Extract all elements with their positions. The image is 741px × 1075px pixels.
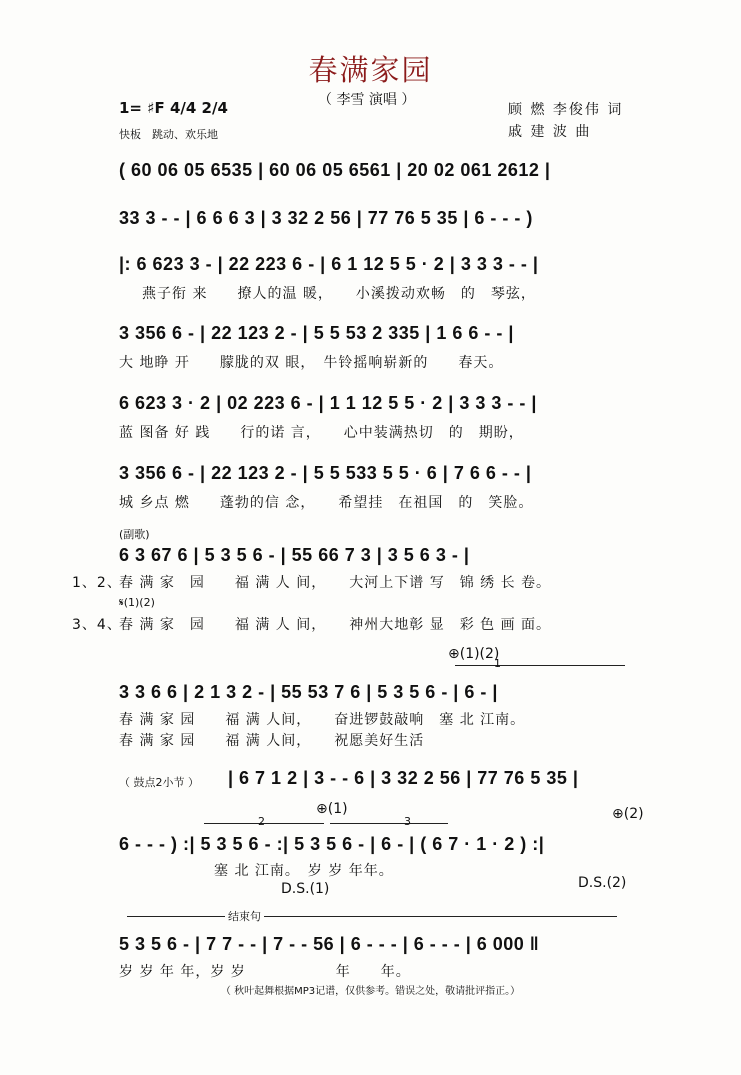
lyricist-credit: 顾 燃 李俊伟 词 <box>508 102 624 118</box>
lyrics-line-4: 大 地睁 开 朦胧的双 眼， 牛铃摇响崭新的 春天。 <box>119 355 504 371</box>
singer-credit: （ 李雪 演唱 ） <box>318 92 416 108</box>
notes-line-7: 6 3 67 6 | 5 3 5 6 - | 55 66 7 3 | 3 5 6 3 - | <box>119 545 470 565</box>
song-title: 春满家园 <box>308 53 433 87</box>
lyrics-line-11: 岁 岁 年 年，岁 岁 年 年。 <box>119 964 411 980</box>
lyrics-line-8b: 春 满 家 园 福 满 人间， 祝愿美好生活 <box>119 733 425 749</box>
ds-2: D.S.(2) <box>578 875 627 891</box>
notes-line-8: 3 3 6 6 | 2 1 3 2 - | 55 53 7 6 | 5 3 5 6 - | 6 - | <box>119 682 498 702</box>
composer-credit: 戚 建 波 曲 <box>508 124 592 140</box>
key-time-signature: 1= ♯F 4/4 2/4 <box>119 99 228 117</box>
segno-mark: 𝄋(1)(2) <box>119 596 155 609</box>
intro-drum-label: （ 鼓点2小节 ） <box>119 776 199 789</box>
lyrics-line-7b: 春 满 家 园 福 满 人 间， 神州大地彰 显 彩 色 画 面。 <box>119 617 552 633</box>
lyrics-line-6: 城 乡点 燃 蓬勃的信 念， 希望挂 在祖国 的 笑脸。 <box>119 495 534 511</box>
footnote: （ 秋叶起舞根据MP3记谱，仅供参考。错误之处，敬请批评指正。） <box>220 986 521 997</box>
chorus-label: (副歌) <box>119 528 150 541</box>
lyrics-line-5: 蓝 图备 好 践 行的诺 言， 心中装满热切 的 期盼， <box>119 425 524 441</box>
notes-line-6: 3 356 6 - | 22 123 2 - | 5 5 533 5 5 · 6 | 7 6 6 - - | <box>119 463 532 483</box>
notes-line-1: ( 60 06 05 6535 | 60 06 05 6561 | 20 02 061 2612 | <box>119 160 551 180</box>
lyrics-line-3: 燕子衔 来 撩人的温 暖， 小溪拨动欢畅 的 琴弦， <box>142 286 536 302</box>
tempo-marking: 快板 跳动、欢乐地 <box>119 128 218 141</box>
coda-mark-1: ⊕(1) <box>316 801 348 817</box>
lyrics-line-10: 塞 北 江南。 岁 岁 年年。 <box>214 863 394 879</box>
notes-line-4: 3 356 6 - | 22 123 2 - | 5 5 53 2 335 | 1 6 6 - - | <box>119 323 514 343</box>
lyrics-line-8a: 春 满 家 园 福 满 人间， 奋进锣鼓敲响 塞 北 江南。 <box>119 712 526 728</box>
ending-label: 结束句 <box>225 908 264 924</box>
notes-line-11: 5 3 5 6 - | 7 7 - - | 7 - - 56 | 6 - - - | 6 - - - | 6 000 ‖ <box>119 934 540 954</box>
verse-prefix-2: 3、4、 <box>72 617 122 633</box>
volta-3: 3 <box>404 815 411 828</box>
coda-mark-2: ⊕(2) <box>612 806 644 822</box>
volta-1: 1 <box>494 657 501 670</box>
notes-line-9: | 6 7 1 2 | 3 - - 6 | 3 32 2 56 | 77 76 5 35 | <box>228 768 579 788</box>
verse-prefix-1: 1、2、 <box>72 575 122 591</box>
notes-line-2: 33 3 - - | 6 6 6 3 | 3 32 2 56 | 77 76 5 35 | 6 - - - ) <box>119 208 533 228</box>
notes-line-3: |: 6 623 3 - | 22 223 6 - | 6 1 12 5 5 · 2 | 3 3 3 - - | <box>119 254 539 274</box>
volta-2: 2 <box>258 815 265 828</box>
lyrics-line-7a: 春 满 家 园 福 满 人 间， 大河上下谱 写 锦 绣 长 卷。 <box>119 575 552 591</box>
notes-line-10: 6 - - - ) :| 5 3 5 6 - :| 5 3 5 6 - | 6 - | ( 6 7 · 1 · 2 ) :| <box>119 834 545 854</box>
notes-line-5: 6 623 3 · 2 | 02 223 6 - | 1 1 12 5 5 · 2 | 3 3 3 - - | <box>119 393 537 413</box>
ds-1: D.S.(1) <box>281 881 330 897</box>
coda-mark-top: ⊕(1)(2) <box>448 646 500 662</box>
